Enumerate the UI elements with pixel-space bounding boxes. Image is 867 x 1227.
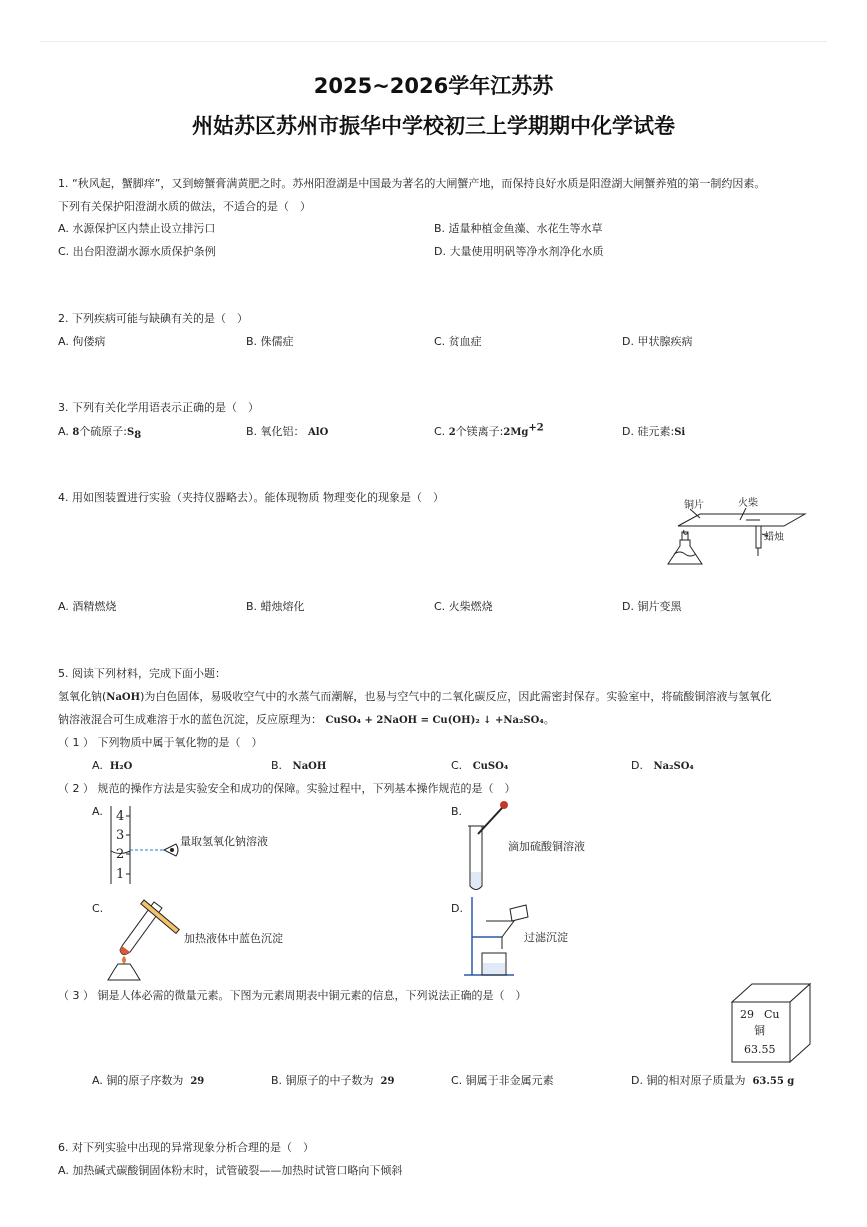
q5-sub1-b-formula: NaOH bbox=[292, 761, 327, 772]
q3-c-label: C. bbox=[434, 425, 446, 438]
q3-b-text: 氧化铝： bbox=[260, 425, 305, 438]
q3-d-formula: Si bbox=[674, 427, 686, 438]
q5-sub3-a-value: 29 bbox=[190, 1076, 205, 1087]
q2-option-a[interactable]: A. 佝偻病 bbox=[58, 335, 106, 348]
q3-c-superscript: +2 bbox=[528, 422, 544, 434]
atomic-mass: 63.55 bbox=[744, 1043, 776, 1056]
q5-sub2-a-caption: 量取氢氧化钠溶液 bbox=[180, 835, 268, 848]
q4-option-d[interactable]: D. 铜片变黑 bbox=[622, 600, 682, 613]
q4-stem: 4. 用如图装置进行实验（夹持仪器略去）。能体现物质 物理变化的现象是（ ） bbox=[58, 491, 444, 504]
q5-sub1-b-label: B. bbox=[271, 759, 283, 772]
q3-a-subscript: 8 bbox=[134, 430, 142, 442]
q5-material-line2 bbox=[58, 713, 555, 728]
q4-figure-label-match: 火柴 bbox=[738, 498, 758, 509]
q6-stem: 6. 对下列实验中出现的异常现象分析合理的是（ ） bbox=[58, 1141, 314, 1154]
q5-material-line1 bbox=[58, 690, 771, 705]
q3-a-number: 8 bbox=[72, 427, 80, 438]
q5-sub1-d-formula: Na₂SO₄ bbox=[653, 761, 694, 772]
q1-option-b[interactable]: B. 适量种植金鱼藻、水花生等水草 bbox=[434, 222, 603, 235]
q5-material-formula: NaOH bbox=[106, 692, 141, 703]
q5-sub1-option-c[interactable] bbox=[451, 759, 508, 774]
q5-sub2-a-label[interactable]: A. bbox=[92, 805, 103, 818]
q5-sub3-stem: （ 3 ） 铜是人体必需的微量元素。下图为元素周期表中铜元素的信息，下列说法正确的是（ ） bbox=[58, 989, 527, 1002]
q3-c-text: 个镁离子: bbox=[455, 425, 504, 438]
q6-option-a[interactable]: A. 加热碱式碳酸铜固体粉末时，试管破裂——加热时试管口略向下倾斜 bbox=[58, 1164, 403, 1177]
periodic-element-card bbox=[730, 982, 812, 1064]
q2-stem: 2. 下列疾病可能与缺碘有关的是（ ） bbox=[58, 312, 248, 325]
q5-sub1-c-label: C. bbox=[451, 759, 463, 772]
q5-sub3-b-value: 29 bbox=[380, 1076, 395, 1087]
q3-stem: 3. 下列有关化学用语表示正确的是（ ） bbox=[58, 401, 259, 414]
candle bbox=[756, 526, 761, 548]
q3-a-label: A. bbox=[58, 425, 69, 438]
q2-option-c[interactable]: C. 贫血症 bbox=[434, 335, 482, 348]
filtration-figure bbox=[462, 897, 532, 979]
element-name: 铜 bbox=[754, 1024, 765, 1037]
q2-option-d[interactable]: D. 甲状腺疾病 bbox=[622, 335, 693, 348]
q4-figure-label-candle: 蜡烛 bbox=[764, 532, 784, 543]
funnel bbox=[486, 921, 514, 949]
q5-sub3-option-b[interactable] bbox=[271, 1074, 394, 1089]
q5-sub3-option-c[interactable]: C. 铜属于非金属元素 bbox=[451, 1074, 554, 1087]
q5-reaction-equation: CuSO₄ + 2NaOH = Cu(OH)₂ ↓ +Na₂SO₄ bbox=[325, 715, 544, 726]
q5-material2-pre: 钠溶液混合可生成难溶于水的蓝色沉淀，反应原理为： bbox=[58, 713, 322, 726]
element-symbol: Cu bbox=[764, 1008, 780, 1021]
q3-d-text: 硅元素: bbox=[637, 425, 675, 438]
q3-c-number: 2 bbox=[448, 427, 456, 438]
q3-c-formula: 2Mg bbox=[503, 427, 529, 438]
q3-b-label: B. bbox=[246, 425, 258, 438]
q1-stem-line2: 下列有关保护阳澄湖水质的做法，不适合的是（ ） bbox=[58, 200, 311, 213]
q5-sub1-option-a[interactable] bbox=[92, 759, 132, 774]
q1-option-a[interactable]: A. 水源保护区内禁止设立排污口 bbox=[58, 222, 216, 235]
q3-b-formula: AlO bbox=[308, 427, 329, 438]
q5-sub3-option-d[interactable] bbox=[631, 1074, 794, 1089]
q3-a-formula: S bbox=[127, 427, 135, 438]
atomic-number: 29 bbox=[740, 1008, 754, 1021]
q5-material-post: )为白色固体，易吸收空气中的水蒸气而潮解，也易与空气中的二氧化碳反应，因此需密封保存。实验室中，将硫酸铜溶液与氢氧化 bbox=[140, 690, 772, 703]
q3-option-d[interactable] bbox=[622, 425, 685, 440]
scale-label-2: 2 bbox=[116, 847, 125, 862]
q2-option-b[interactable]: B. 侏儒症 bbox=[246, 335, 294, 348]
q5-sub2-c-label[interactable]: C. bbox=[92, 902, 104, 915]
q5-sub2-stem: （ 2 ） 规范的操作方法是实验安全和成功的保障。实验过程中，下列基本操作规范的是（ ） bbox=[58, 782, 516, 795]
header-divider bbox=[40, 41, 827, 42]
q5-sub3-d-text: D. 铜的相对原子质量为 bbox=[631, 1074, 746, 1087]
q5-sub1-option-b[interactable] bbox=[271, 759, 326, 774]
q5-sub1-a-formula: H₂O bbox=[109, 761, 133, 772]
q4-figure-label-copper: 铜片 bbox=[684, 500, 704, 511]
q5-sub2-b-caption: 滴加硫酸铜溶液 bbox=[508, 840, 585, 853]
q5-sub1-stem: （ 1 ） 下列物质中属于氧化物的是（ ） bbox=[58, 736, 263, 749]
scale-label-3: 3 bbox=[116, 828, 125, 843]
q3-option-b[interactable] bbox=[246, 425, 328, 440]
page-title-line1: 2025~2026学年江苏苏 bbox=[313, 74, 554, 98]
q5-sub2-b-label[interactable]: B. bbox=[451, 805, 463, 818]
q4-option-b[interactable]: B. 蜡烛熔化 bbox=[246, 600, 305, 613]
q3-option-a[interactable] bbox=[58, 425, 141, 440]
q5-sub3-a-text: A. 铜的原子序数为 bbox=[92, 1074, 184, 1087]
q5-material2-post: 。 bbox=[543, 713, 555, 726]
q5-sub2-d-caption: 过滤沉淀 bbox=[524, 931, 568, 944]
page-title-line2: 州姑苏区苏州市振华中学校初三上学期期中化学试卷 bbox=[192, 114, 675, 138]
q5-stem: 5. 阅读下列材料，完成下面小题： bbox=[58, 667, 226, 680]
scale-label-4: 4 bbox=[116, 809, 125, 824]
q4-apparatus-figure bbox=[660, 494, 810, 584]
q3-option-c[interactable] bbox=[434, 422, 544, 440]
scale-label-1: 1 bbox=[116, 867, 125, 882]
q5-sub2-c-caption: 加热液体中蓝色沉淀 bbox=[184, 932, 283, 945]
q3-d-label: D. bbox=[622, 425, 634, 438]
q5-sub2-d-label[interactable]: D. bbox=[451, 902, 463, 915]
q5-sub1-a-label: A. bbox=[92, 759, 103, 772]
heating-testtube-figure bbox=[104, 896, 189, 981]
dropper-testtube-figure bbox=[462, 798, 512, 893]
q3-a-text: 个硫原子: bbox=[79, 425, 128, 438]
alcohol-lamp bbox=[108, 964, 140, 980]
q5-sub3-b-text: B. 铜原子的中子数为 bbox=[271, 1074, 374, 1087]
q5-sub1-c-formula: CuSO₄ bbox=[472, 761, 509, 772]
q1-option-d[interactable]: D. 大量使用明矾等净水剂净化水质 bbox=[434, 245, 604, 258]
q5-material-pre: 氢氧化钠( bbox=[58, 690, 107, 703]
q1-option-c[interactable]: C. 出台阳澄湖水源水质保护条例 bbox=[58, 245, 216, 258]
q5-sub3-d-value: 63.55 g bbox=[752, 1076, 795, 1087]
q5-sub1-d-label: D. bbox=[631, 759, 643, 772]
q4-option-c[interactable]: C. 火柴燃烧 bbox=[434, 600, 493, 613]
q5-sub3-option-a[interactable] bbox=[92, 1074, 204, 1089]
q4-option-a[interactable]: A. 酒精燃烧 bbox=[58, 600, 117, 613]
q5-sub1-option-d[interactable] bbox=[631, 759, 694, 774]
q1-stem-line1: 1. “秋风起，蟹脚痒”，又到螃蟹膏满黄肥之时。苏州阳澄湖是中国最为著名的大闸蟹产地，而保持良好水质是阳澄湖大闸蟹养殖的第一制约因素。 bbox=[58, 177, 766, 190]
alcohol-lamp bbox=[668, 540, 702, 564]
